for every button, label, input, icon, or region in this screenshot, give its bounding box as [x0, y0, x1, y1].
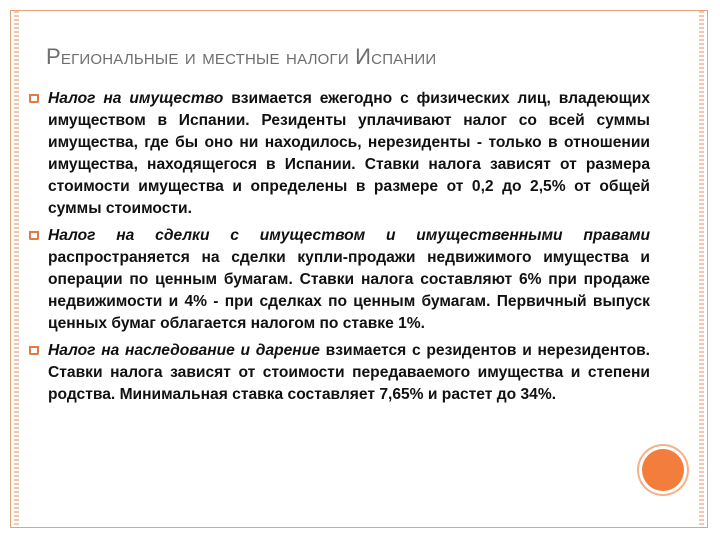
- term-property-tax: Налог на имущество: [48, 90, 224, 107]
- term-inheritance-tax: Налог на наследование и дарение: [48, 342, 320, 359]
- bullet-icon: [29, 231, 39, 240]
- text-inheritance-tax: взимается с резидентов и нерезидентов. Ставки налога зависят от стоимости передаваемого имущества и степени родства. Минимальная ставка составляет 7,65% и растет до 34%.: [48, 342, 651, 403]
- term-transaction-tax: Налог на сделки с имуществом и имущественными правами: [48, 227, 650, 244]
- right-decorative-stripe: [699, 11, 704, 527]
- bullet-item-property-tax: [28, 88, 650, 220]
- left-decorative-stripe: [14, 11, 19, 527]
- bullet-item-inheritance-tax: [28, 340, 650, 406]
- slide-title: Региональные и местные налоги Испании: [46, 44, 437, 69]
- bullet-icon: [29, 94, 39, 103]
- bullet-icon: [29, 346, 39, 355]
- text-transaction-tax: распространяется на сделки купли-продажи недвижимого имущества и операции по ценным бумагам. Ставки налога составляют 6% при продаже недвижимости и 4% - при сделках по ценным бумагам. Первичный выпуск ценных бумаг облагается налогом по ставке 1%.: [48, 249, 650, 332]
- decorative-circle: [642, 449, 684, 491]
- slide-content: [28, 88, 650, 411]
- text-property-tax: взимается ежегодно с физических лиц, владеющих имуществом в Испании. Резиденты уплачивают налог со всей суммы имущества, где бы оно ни находилось, нерезиденты - только в отношении имущества, находящегося в Испании. Ставки налога зависят от размера стоимости имущества и определены в размере от 0,2 до 2,5% от общей суммы стоимости.: [48, 90, 650, 217]
- bullet-item-transaction-tax: [28, 225, 650, 335]
